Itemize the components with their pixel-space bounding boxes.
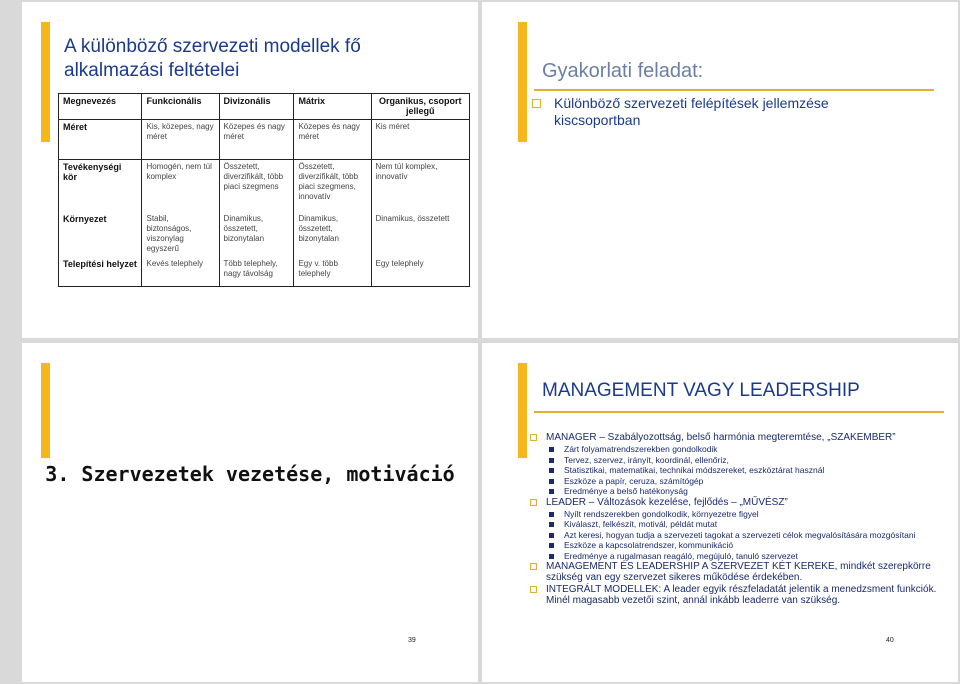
header-cell: Organikus, csoport jellegű <box>371 94 469 120</box>
sub-item: Statisztikai, matematikai, technikai módszereket, eszköztárat használ <box>530 465 950 476</box>
sub-item: Eredménye a belső hatékonyság <box>530 486 950 497</box>
table-row <box>59 212 470 257</box>
table-cell: Stabil, biztonságos, viszonylag egyszerű <box>142 212 219 257</box>
square-bullet-icon <box>530 434 537 441</box>
sub-item: Zárt folyamatrendszerekben gondolkodik <box>530 444 950 455</box>
header-cell: Mátrix <box>294 94 371 120</box>
accent-bar <box>518 22 527 142</box>
models-table <box>58 93 470 287</box>
table-cell: Homogén, nem túl komplex <box>142 160 219 212</box>
section-title: 3. Szervezetek vezetése, motiváció <box>45 462 455 486</box>
slide-management-leadership <box>482 343 958 682</box>
slide-title: MANAGEMENT VAGY LEADERSHIP <box>542 380 860 401</box>
table-cell: Egy telephely <box>371 257 469 287</box>
square-bullet-icon <box>532 99 541 108</box>
square-bullet-icon <box>530 563 537 570</box>
sub-item: Nyílt rendszerekben gondolkodik, környezetre figyel <box>530 509 950 520</box>
table-cell: Kevés telephely <box>142 257 219 287</box>
title-underline <box>534 411 944 413</box>
table-cell: Kis méret <box>371 120 469 160</box>
list-item: INTEGRÁLT MODELLEK: A leader egyik részfeladatát jelentik a menedzsment funkciók. Minél magasabb vezetői szint, annál inkább leaderre van szükség. <box>530 584 950 606</box>
bullet-item: Különböző szervezeti felépítések jellemzése kiscsoportban <box>532 95 832 129</box>
table-row <box>59 120 470 160</box>
table-cell: Közepes és nagy méret <box>294 120 371 160</box>
table-cell: Összetett, diverzifikált, több piaci szegmens <box>219 160 294 212</box>
header-cell: Divizonális <box>219 94 294 120</box>
sub-item: Eszköze a kapcsolatrendszer, kommunikáció <box>530 540 950 551</box>
bullet-list <box>530 432 950 607</box>
sub-item: Kiválaszt, felkészít, motivál, példát mutat <box>530 519 950 530</box>
table-cell: Több telephely, nagy távolság <box>219 257 294 287</box>
table-cell: Egy v. több telephely <box>294 257 371 287</box>
list-item: LEADER – Változások kezelése, fejlődés – „MŰVÉSZ” <box>530 497 950 508</box>
title-underline <box>534 89 934 91</box>
table-cell: Dinamikus, összetett, bizonytalan <box>219 212 294 257</box>
page-number: 40 <box>886 637 894 644</box>
square-bullet-icon <box>530 499 537 506</box>
table-header-row <box>59 94 470 120</box>
row-label: Méret <box>59 120 142 160</box>
accent-bar <box>41 363 50 458</box>
table-cell: Nem túl komplex, innovatív <box>371 160 469 212</box>
table-cell: Kis, közepes, nagy méret <box>142 120 219 160</box>
header-cell: Funkcionális <box>142 94 219 120</box>
table-cell: Összetett, diverzifikált, több piaci szegmens, innovatív <box>294 160 371 212</box>
table-cell: Közepes és nagy méret <box>219 120 294 160</box>
slide-title: Gyakorlati feladat: <box>542 60 704 82</box>
table-cell: Dinamikus, összetett, bizonytalan <box>294 212 371 257</box>
slide-section-title <box>22 343 478 682</box>
row-label: Telepítési helyzet <box>63 258 137 269</box>
list-item: MANAGER – Szabályozottság, belső harmónia megteremtése, „SZAKEMBER” <box>530 432 950 443</box>
sub-item: Azt keresi, hogyan tudja a szervezeti tagokat a szervezeti célok megvalósítására mozgósítani <box>530 530 950 541</box>
sub-item: Tervez, szervez, irányít, koordinál, ellenőriz, <box>530 455 950 466</box>
row-label: Tevékenységi kör <box>63 162 122 182</box>
table-cell: Dinamikus, összetett <box>371 212 469 257</box>
list-item: MANAGEMENT ÉS LEADERSHIP A SZERVEZET KÉT KEREKE, mindkét szerepkörre szükség van egy szervezet sikeres működése érdekében. <box>530 561 950 583</box>
accent-bar <box>41 22 50 142</box>
table-row <box>59 257 470 287</box>
header-cell: Megnevezés <box>59 94 142 120</box>
row-label: Környezet <box>63 213 107 224</box>
slide-title: A különböző szervezeti modellek fő alkalmazási feltételei <box>64 36 361 81</box>
sub-item: Eszköze a papír, ceruza, számítógép <box>530 476 950 487</box>
slide-practical-task <box>482 2 958 338</box>
square-bullet-icon <box>530 586 537 593</box>
accent-bar <box>518 363 527 458</box>
page-number: 39 <box>408 637 416 644</box>
table-row <box>59 160 470 212</box>
slide-models-table <box>22 2 478 338</box>
sub-item: Eredménye a rugalmasan reagáló, megújuló, tanuló szervezet <box>530 551 950 562</box>
